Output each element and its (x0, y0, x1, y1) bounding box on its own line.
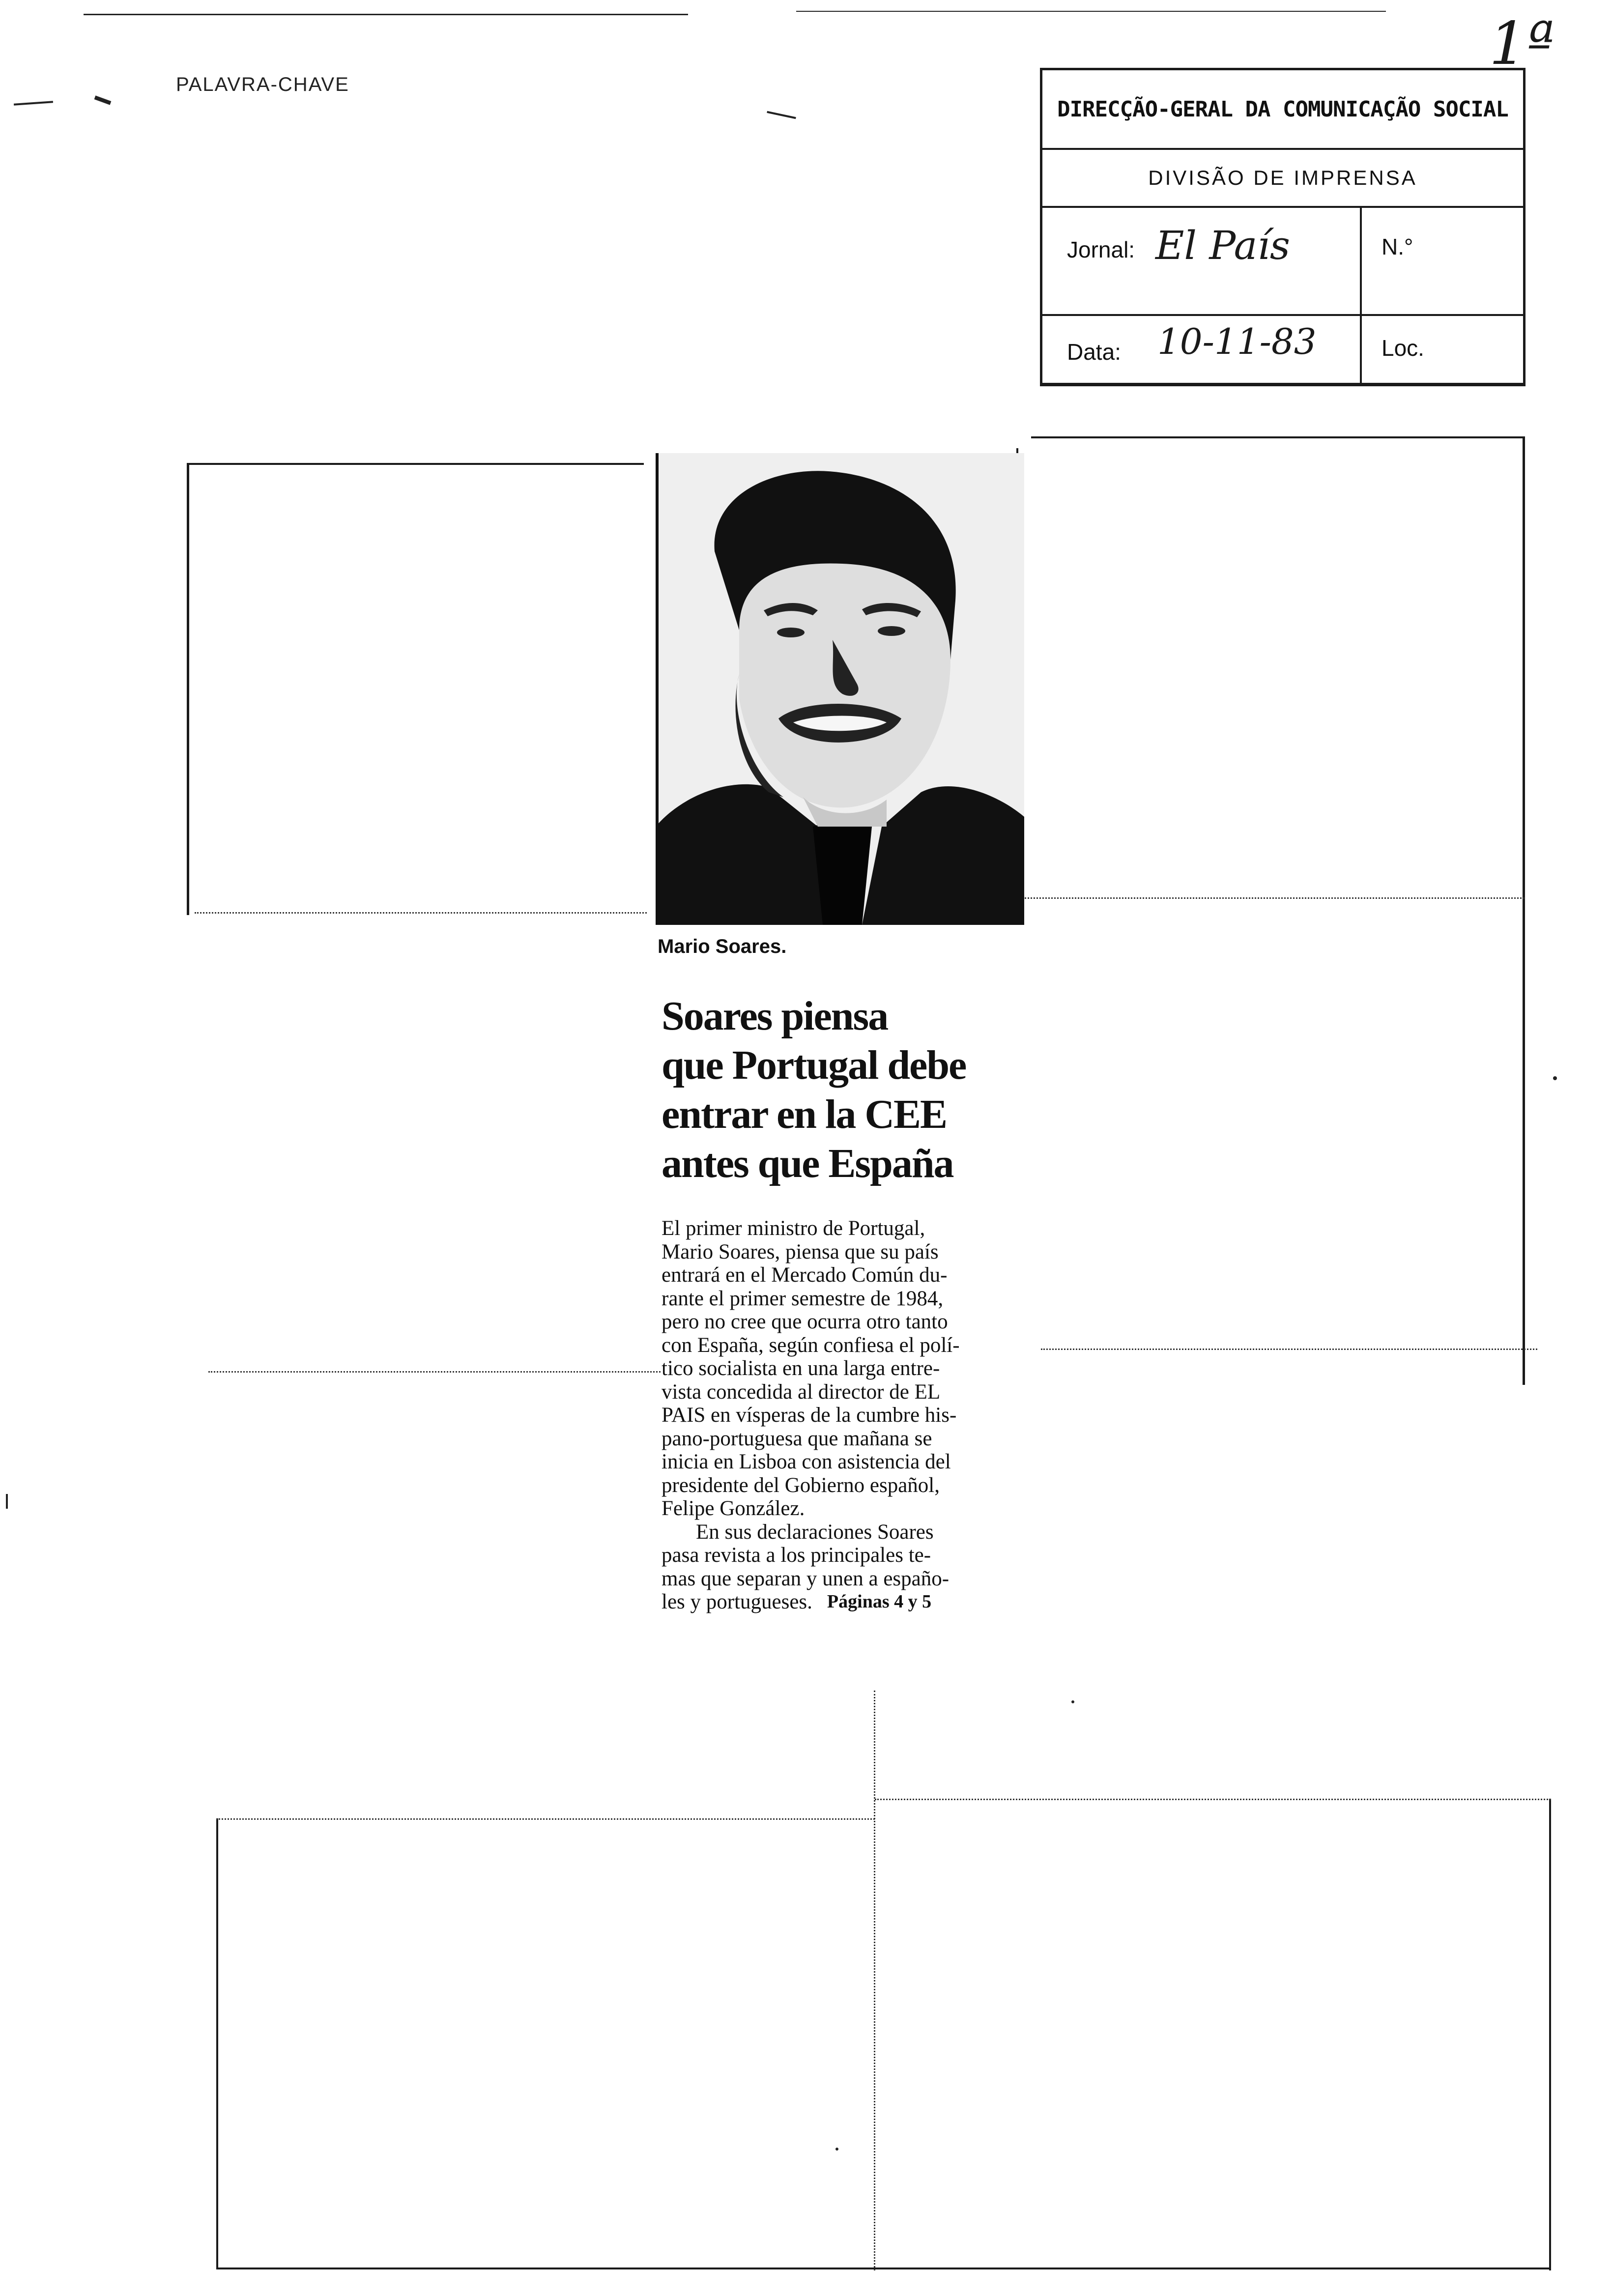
keyword-label: PALAVRA-CHAVE (176, 74, 349, 95)
cut-guide (208, 1371, 661, 1373)
body-line: tico socialista en una larga entre- (662, 1357, 940, 1380)
cut-guide (1041, 1349, 1537, 1350)
frame-left-top (187, 463, 189, 915)
jornal-label: Jornal: (1067, 237, 1135, 262)
article-headline (662, 992, 1035, 1188)
press-stamp (1040, 68, 1526, 386)
body-line: En sus declaraciones Soares (696, 1520, 934, 1544)
body-line: pasa revista a los principales te- (662, 1544, 931, 1567)
body-line: pano-portuguesa que mañana se (662, 1427, 932, 1450)
scan-speck (1071, 1700, 1074, 1703)
top-scan-line (84, 14, 688, 15)
body-line: con España, según confiesa el polí- (662, 1333, 960, 1357)
photo-caption: Mario Soares. (658, 936, 787, 957)
scan-speck (835, 2148, 838, 2151)
body-line: inicia en Lisboa con asistencia del (662, 1450, 951, 1473)
pages-reference: Páginas 4 y 5 (827, 1591, 932, 1612)
stamp-data-row (1042, 316, 1523, 385)
body-line: mas que separan y unen a españo- (662, 1567, 950, 1590)
stamp-subtitle: DIVISÃO DE IMPRENSA (1042, 150, 1523, 208)
body-line: El primer ministro de Portugal, (662, 1217, 925, 1240)
margin-mark (94, 95, 112, 105)
stamp-title: DIRECÇÃO-GERAL DA COMUNICAÇÃO SOCIAL (1042, 70, 1523, 150)
headline-line: Soares piensa (662, 993, 888, 1039)
frame-left-lower (216, 1818, 218, 2268)
data-value: 10-11-83 (1157, 321, 1317, 362)
body-line: vista concedida al director de EL (662, 1380, 941, 1404)
frame-bottom (216, 2267, 1551, 2269)
stamp-divider (1360, 316, 1362, 383)
frame-top-right (1031, 436, 1525, 438)
stamp-divider (1360, 208, 1362, 314)
body-line: presidente del Gobierno español, (662, 1473, 940, 1497)
body-line: Felipe González. (662, 1497, 805, 1520)
loc-label: Loc. (1382, 335, 1424, 361)
portrait-photo (656, 453, 1024, 925)
body-line: entrará en el Mercado Común du- (662, 1263, 948, 1287)
frame-right (1523, 436, 1525, 1385)
numero-label: N.° (1382, 234, 1413, 259)
body-last-line (662, 1590, 1040, 1614)
page-number-mark: 1ª (1489, 10, 1555, 78)
stamp-jornal-row (1042, 208, 1523, 316)
margin-mark (14, 101, 53, 106)
headline-line: que Portugal debe (662, 1042, 966, 1088)
cut-guide (875, 1799, 1551, 1800)
headline-line: entrar en la CEE (662, 1091, 947, 1137)
cut-guide (216, 1818, 875, 1820)
scan-speck (6, 1494, 8, 1509)
top-scan-line-right (796, 11, 1386, 12)
body-line: Mario Soares, piensa que su país (662, 1240, 939, 1263)
body-line: pero no cree que ocurra otro tanto (662, 1310, 948, 1333)
scan-mark (767, 111, 796, 119)
cut-guide (195, 912, 647, 914)
frame-right-lower (1549, 1799, 1551, 2270)
body-line: les y portugueses. (662, 1590, 812, 1613)
article-body (662, 1217, 1040, 1614)
data-label: Data: (1067, 339, 1121, 365)
scan-speck (1553, 1076, 1557, 1080)
body-line: rante el primer semestre de 1984, (662, 1287, 944, 1310)
body-line: PAIS en vísperas de la cumbre his- (662, 1404, 957, 1427)
frame-top-left (187, 463, 644, 465)
headline-line: antes que España (662, 1141, 953, 1186)
cut-guide (874, 1691, 875, 2270)
jornal-value: El País (1155, 223, 1290, 268)
cut-guide (1022, 897, 1525, 899)
